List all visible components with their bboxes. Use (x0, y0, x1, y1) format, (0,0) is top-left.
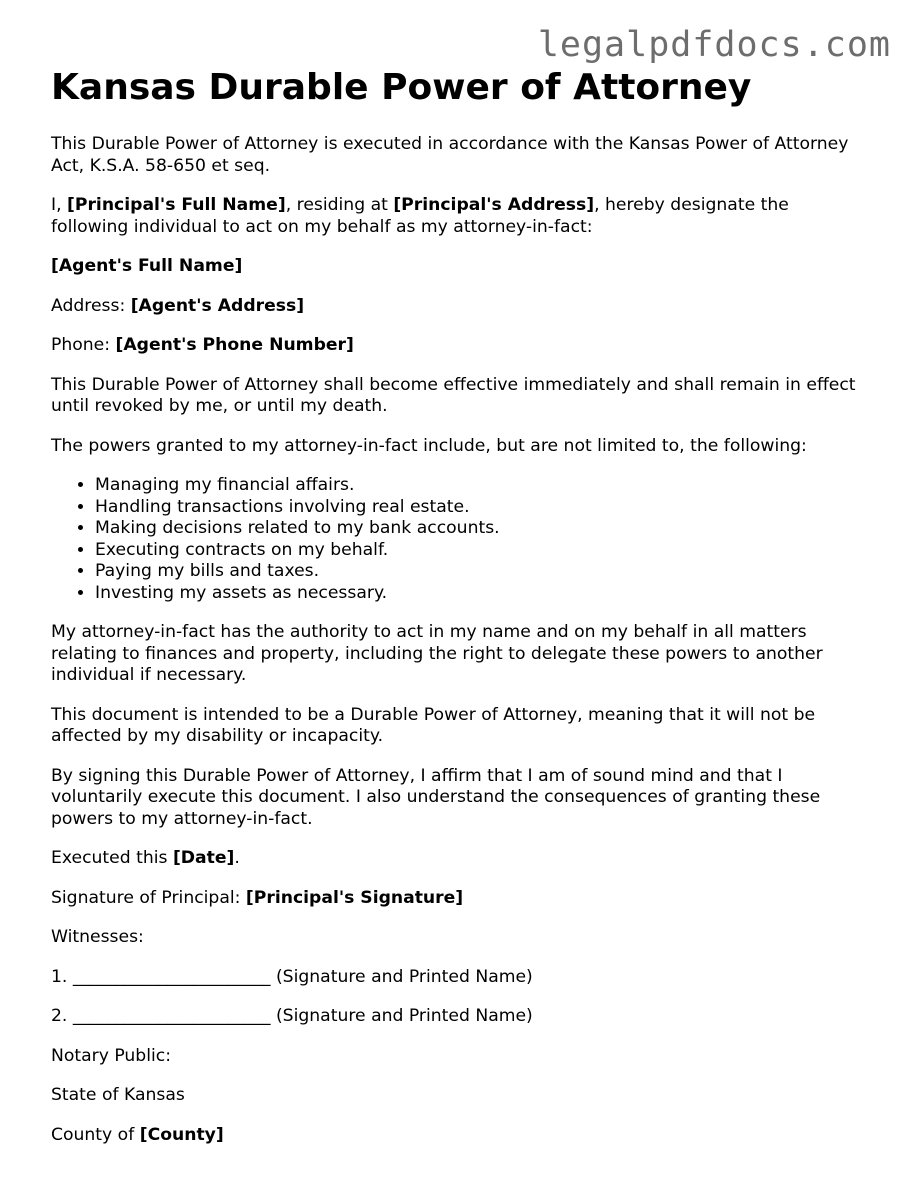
list-item: • Investing my assets as necessary. (95, 583, 871, 605)
agent-name-placeholder: [Agent's Full Name] (51, 256, 243, 276)
list-item: • Managing my financial affairs. (95, 475, 871, 497)
list-item: • Paying my bills and taxes. (95, 561, 871, 583)
state-line: State of Kansas (51, 1085, 185, 1105)
witness-line-2: 2. _______________________ (Signature and Printed Name) (51, 1006, 533, 1026)
document-body (51, 66, 871, 1164)
county-line (51, 1125, 871, 1147)
designation-paragraph (51, 195, 871, 238)
designation-prefix: I, (51, 195, 67, 215)
signature-label: Signature of Principal: (51, 887, 246, 908)
intro-paragraph: This Durable Power of Attorney is executed in accordance with the Kansas Power of Attorney Act, K.S.A. 58-650 et seq. (51, 134, 849, 176)
witnesses-label: Witnesses: (51, 927, 144, 947)
affirmation-paragraph: By signing this Durable Power of Attorney, I affirm that I am of sound mind and that I voluntarily execute this document. I also understand the consequences of granting these powers to my attorney-in-fact. (51, 765, 821, 829)
designation-suffix: , hereby designate the following individual to act on my behalf as my attorney-in-fact: (51, 195, 789, 237)
agent-address-placeholder: [Agent's Address] (130, 295, 305, 316)
list-item: • Making decisions related to my bank accounts. (95, 518, 871, 540)
designation-middle: , residing at (285, 195, 394, 215)
list-item: • Handling transactions involving real estate. (95, 497, 871, 519)
notary-label: Notary Public: (51, 1045, 172, 1066)
powers-intro: The powers granted to my attorney-in-fact include, but are not limited to, the following: (51, 435, 807, 456)
agent-phone-label: Phone: (51, 335, 116, 355)
executed-suffix: . (234, 848, 240, 868)
agent-address-label: Address: (51, 295, 131, 316)
principal-name-placeholder: [Principal's Full Name] (67, 195, 286, 215)
document-title: Kansas Durable Power of Attorney (51, 67, 752, 108)
county-label: County of (51, 1124, 140, 1145)
county-placeholder: [County] (139, 1124, 224, 1145)
authority-paragraph: My attorney-in-fact has the authority to act in my name and on my behalf in all matters relating to finances and property, including the right to delegate these powers to another individual if necessary. (51, 622, 823, 685)
powers-list (51, 475, 871, 604)
agent-address-line (51, 296, 871, 318)
executed-line (51, 848, 871, 870)
agent-phone-line (51, 335, 871, 357)
executed-prefix: Executed this (51, 848, 173, 868)
list-item: • Executing contracts on my behalf. (95, 540, 871, 562)
agent-phone-placeholder: [Agent's Phone Number] (115, 335, 354, 355)
effective-paragraph: This Durable Power of Attorney shall become effective immediately and shall remain in effect until revoked by me, or until my death. (51, 374, 856, 416)
principal-signature-line (51, 888, 871, 910)
witness-line-1: 1. _______________________ (Signature and Printed Name) (51, 966, 533, 987)
site-watermark: legalpdfdocs.com (537, 25, 891, 65)
durability-paragraph: This document is intended to be a Durable Power of Attorney, meaning that it will not be affected by my disability or incapacity. (51, 704, 816, 746)
principal-address-placeholder: [Principal's Address] (393, 195, 595, 215)
signature-placeholder: [Principal's Signature] (245, 887, 464, 908)
date-placeholder: [Date] (172, 848, 235, 868)
